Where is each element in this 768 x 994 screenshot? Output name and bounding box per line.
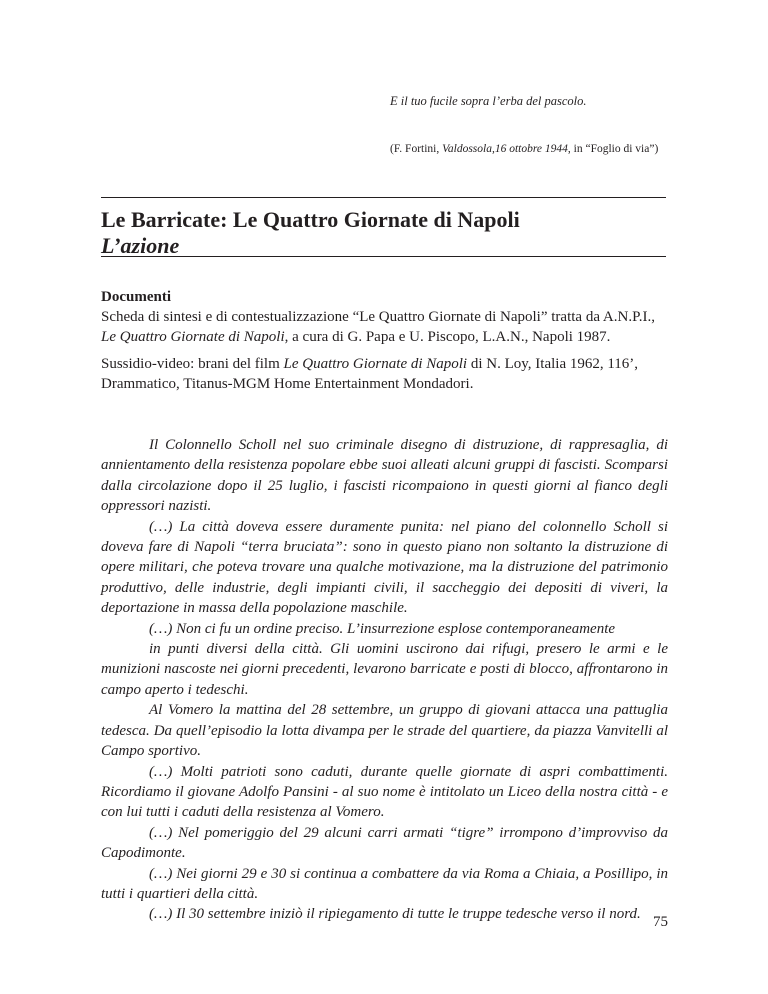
bottom-rule <box>101 256 666 257</box>
quote-paragraph: in punti diversi della città. Gli uomini uscirono dai rifugi, presero le armi e le munizioni nascoste nei giorni precedenti, levarono barricate e posti di blocco, affrontarono in campo aperto i tedeschi. <box>101 641 668 698</box>
quote-paragraph: (…) Il 30 settembre iniziò il ripiegamento di tutte le truppe tedesche verso il nord. <box>149 906 641 923</box>
quote-paragraph: (…) Nei giorni 29 e 30 si continua a combattere da via Roma a Chiaia, a Posillipo, in tutti i quartieri della città. <box>101 865 668 902</box>
page-title <box>101 207 520 259</box>
quote-paragraph: (…) Molti patrioti sono caduti, durante quelle giornate di aspri combattimenti. Ricordiamo il giovane Adolfo Pansini - al suo nome è intitolato un Liceo della nostra città - e con lui tutti i caduti della resistenza al Vomero. <box>101 763 668 821</box>
top-rule <box>101 197 666 198</box>
page-number: 75 <box>653 914 668 930</box>
epigraph-citation: (F. Fortini, Valdossola,16 ottobre 1944, in “Foglio di via”) <box>390 143 659 155</box>
epigraph-line: E il tuo fucile sopra l’erba del pascolo. <box>390 94 587 108</box>
quote-paragraph: (…) Nel pomeriggio del 29 alcuni carri armati “tigre” irrompono d’improvviso da Capodimonte. <box>101 824 668 862</box>
quote-block <box>101 435 668 925</box>
title-subtitle: L’azione <box>101 233 180 258</box>
documents-section <box>101 287 668 347</box>
quote-paragraph: Al Vomero la mattina del 28 settembre, un gruppo di giovani attacca una pattuglia tedesca. Da quell’episodio la lotta divampa per le strade del quartiere, da piazza Vanvitelli al Campo sportivo. <box>101 702 668 760</box>
title-main: Le Barricate: Le Quattro Giornate di Napoli <box>101 207 520 232</box>
quote-paragraph: (…) La città doveva essere duramente punita: nel piano del colonnello Scholl si doveva fare di Napoli “terra bruciata”: sono in questo piano non soltanto la distruzione di opere militari, che poteva trovare una qualche motivazione, ma la distruzione del patrimonio produttivo, delle industrie, degli impianti civili, il saccheggio dei depositi di viveri, la deportazione in massa della popolazione maschile. <box>101 518 668 617</box>
quote-paragraph: Il Colonnello Scholl nel suo criminale disegno di distruzione, di rappresaglia, di annientamento della resistenza popolare ebbe suoi alleati alcuni gruppi di fascisti. Scomparsi dalla circolazione dopo il 25 luglio, i fascisti ricompaiono in questi giorni al fianco degli oppressori nazisti. <box>101 437 668 515</box>
documents-text: Scheda di sintesi e di contestualizzazione “Le Quattro Giornate di Napoli” tratta da A.N.P.I., Le Quattro Giornate di Napoli, a cura di G. Papa e U. Piscopo, L.A.N., Napoli 1987. <box>101 309 655 345</box>
documents-label: Documenti <box>101 289 171 305</box>
quote-paragraph: (…) Non ci fu un ordine preciso. L’insurrezione esplose contemporaneamente <box>149 620 616 637</box>
video-section: Sussidio-video: brani del film Le Quattro Giornate di Napoli di N. Loy, Italia 1962, 116’, Drammatico, Titanus-MGM Home Entertainment Mondadori. <box>101 356 639 392</box>
